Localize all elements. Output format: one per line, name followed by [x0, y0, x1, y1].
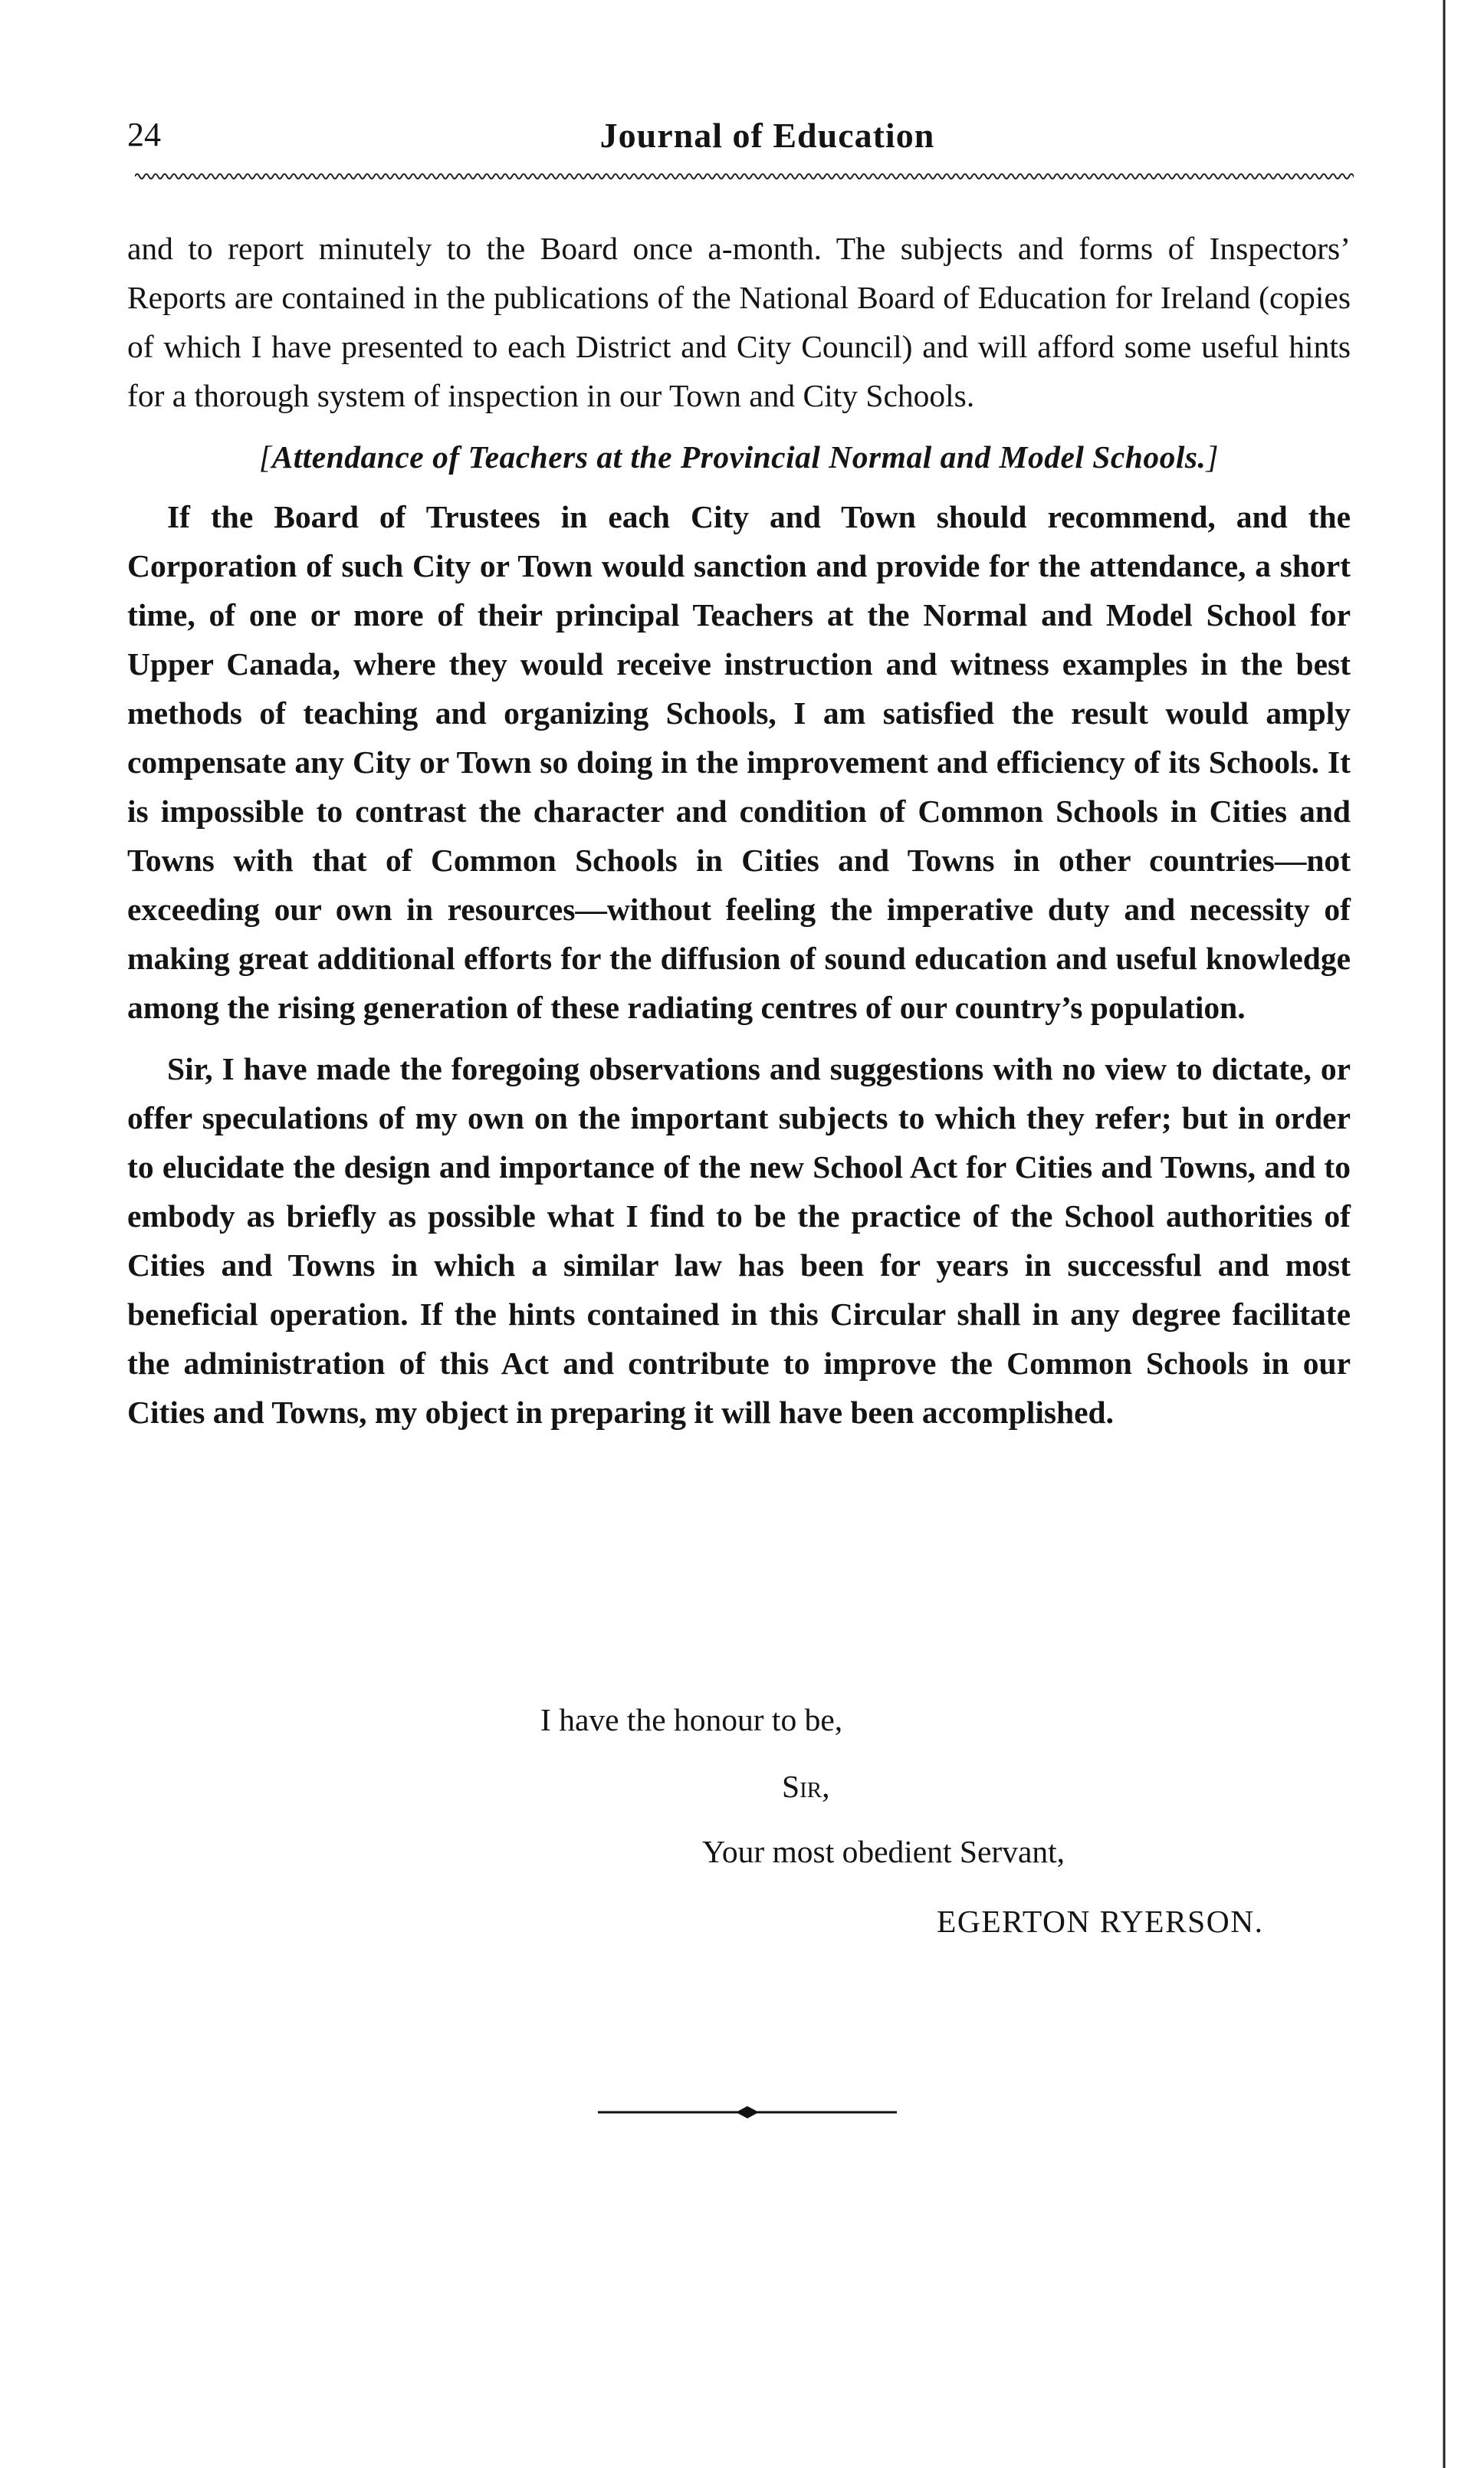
- closing-sir: Sir,: [782, 1769, 830, 1804]
- closing-salutation: I have the honour to be,: [540, 1702, 843, 1737]
- heading-text: Attendance of Teachers at the Provincial Normal and Model Schools.: [271, 439, 1207, 475]
- running-title: Journal of Education: [599, 116, 935, 155]
- closing-servant: Your most obedient Servant,: [702, 1834, 1065, 1869]
- paragraph-attendance: If the Board of Trustees in each City and Town should recommend, and the Corporation of such City or Town would sanction and provide for the attendance, a short time, of one or more of their principal Teachers at the Normal and Model School for Upper Canada, where they would receive instruction and witness examples in the best methods of teaching and organizing Schools, I am satisfied the result would amply compensate any City or Town so doing in the improvement and efficiency of its Schools. It is impossible to contrast the character and condition of Common Schools in Cities and Towns with that of Common Schools in Cities and Towns in other countries—not exceeding our own in resources—without feeling the imperative duty and necessity of making great additional efforts for the diffusion of sound education and useful knowledge among the rising generation of these radiating centres of our country’s population.: [127, 499, 1351, 1025]
- heading-bracket-open: [: [258, 439, 272, 475]
- paragraph-closing-remarks: Sir, I have made the foregoing observations and suggestions with no view to dictate, or offer speculations of my own on the important subjects to which they refer; but in order to elucidate the design and importance of the new School Act for Cities and Towns, and to embody as briefly as possible what I find to be the practice of the School authorities of Cities and Towns in which a similar law has been for years in successful and most beneficial operation. If the hints contained in this Circular shall in any degree facilitate the administration of this Act and contribute to improve the Common Schools in our Cities and Towns, my object in preparing it will have been accomplished.: [127, 1051, 1351, 1430]
- page-number: 24: [127, 116, 161, 153]
- section-heading: [127, 432, 1351, 481]
- page-header: [127, 115, 1354, 164]
- ornamental-rule: [598, 2101, 897, 2124]
- article-body: [127, 224, 1351, 1437]
- paragraph-continuation: and to report minutely to the Board once a-month. The subjects and forms of Inspectors’ Reports are contained in the publications of the National Board of Education for Ireland (copies of which I have presented to each District and City Council) and will afford some useful hints for a thorough system of inspection in our Town and City Schools.: [127, 231, 1351, 413]
- page-edge-binding-mark: [1441, 0, 1447, 2468]
- signature-name: EGERTON RYERSON.: [937, 1904, 1264, 1939]
- wavy-rule-divider: [135, 170, 1354, 182]
- heading-bracket-close: ]: [1206, 439, 1220, 475]
